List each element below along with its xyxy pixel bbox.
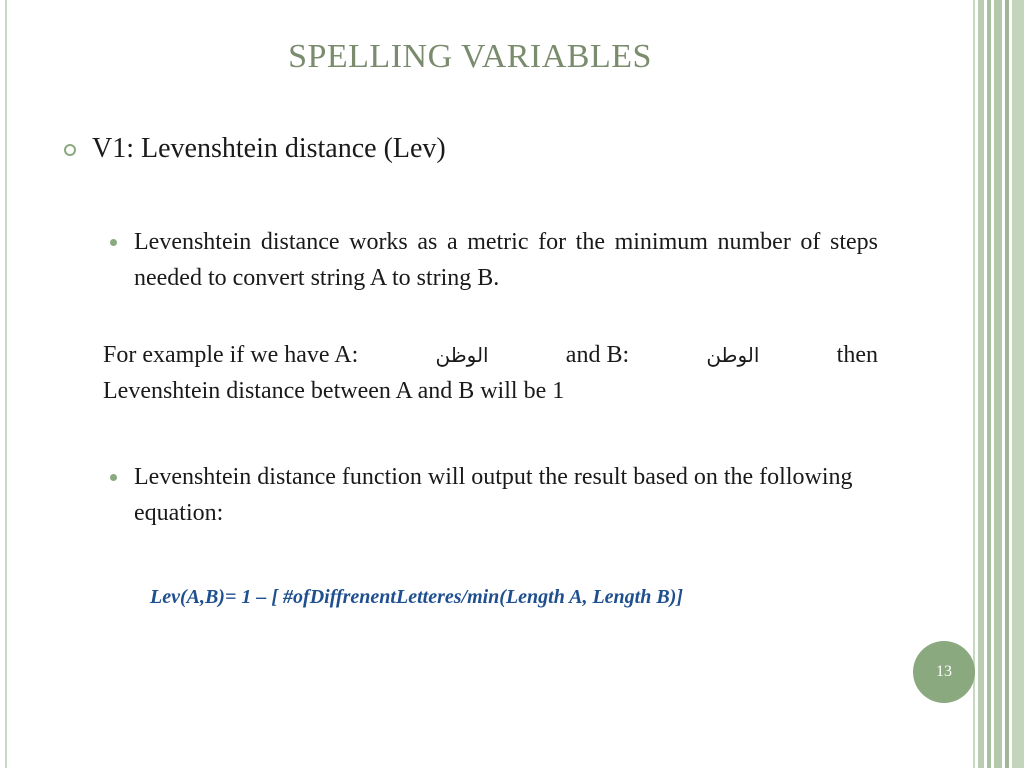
dot-bullet-icon xyxy=(110,474,117,481)
decorative-stripe xyxy=(987,0,991,768)
main-bullet-text: V1: Levenshtein distance (Lev) xyxy=(92,133,446,164)
example-text-part2: and B: xyxy=(565,342,630,368)
example-word-a: الوظن xyxy=(435,343,489,367)
page-number-badge: 13 xyxy=(913,641,975,703)
decorative-stripe xyxy=(1005,0,1009,768)
example-paragraph xyxy=(103,337,878,409)
sub-bullet-2 xyxy=(110,459,878,531)
frame-line-left xyxy=(5,0,7,768)
sub-bullet-2-text: Levenshtein distance function will output the result based on the following equation: xyxy=(134,464,853,526)
decorative-stripe xyxy=(994,0,1002,768)
ring-bullet-icon xyxy=(64,144,76,156)
frame-line-right xyxy=(973,0,975,768)
example-line-2: Levenshtein distance between A and B will be 1 xyxy=(103,378,565,404)
example-text-part1: For example if we have A: xyxy=(103,342,359,368)
main-bullet xyxy=(64,133,446,165)
sub-bullet-1-text: Levenshtein distance works as a metric for the minimum number of steps needed to convert string A to string B. xyxy=(134,229,878,291)
slide-title: SPELLING VARIABLES xyxy=(288,38,652,75)
example-text-part3: then xyxy=(836,342,878,368)
example-word-b: الوطن xyxy=(706,343,760,367)
sub-bullet-1 xyxy=(110,224,878,296)
decorative-stripe xyxy=(978,0,984,768)
dot-bullet-icon xyxy=(110,239,117,246)
decorative-stripe xyxy=(1012,0,1024,768)
equation: Lev(A,B)= 1 – [ #ofDiffrenentLetteres/min(Length A, Length B)] xyxy=(150,586,684,608)
